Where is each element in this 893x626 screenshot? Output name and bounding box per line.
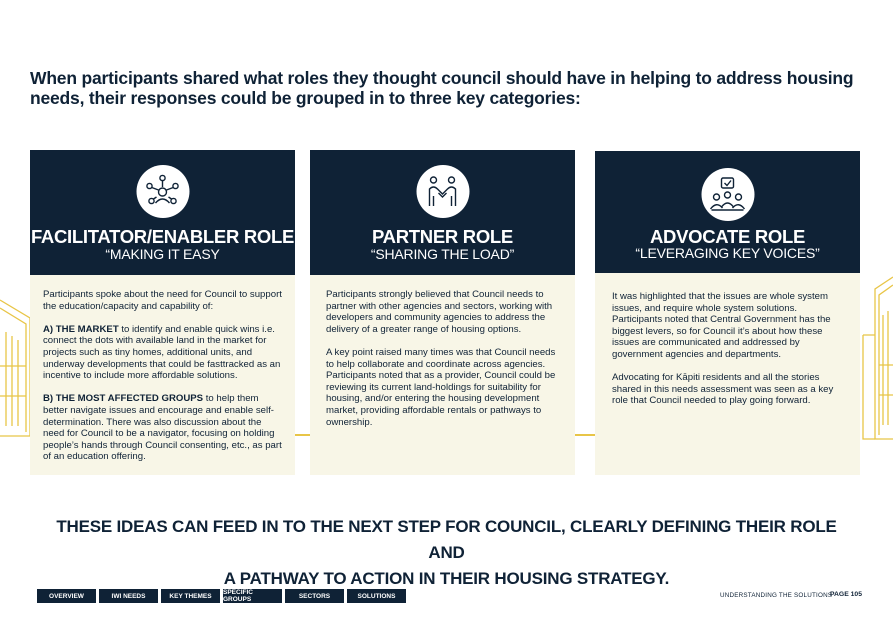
nav-tab-key-themes[interactable]: KEY THEMES (161, 589, 220, 603)
card-paragraph: It was highlighted that the issues are whole system issues, and require whole system solutions. Participants noted that Central Government has the biggest levers, so for Council it’s about how these issues are communicated and addressed by government agencies and departments. (612, 291, 831, 360)
footer-section-label: UNDERSTANDING THE SOLUTIONS (720, 592, 833, 599)
card-paragraph: Participants strongly believed that Council needs to partner with other agencies and sectors, working with developers and community agencies to address the delivery of a greater range of housing options. (326, 289, 553, 335)
advocate-role-card (595, 151, 860, 475)
house-outline-right-decoration (855, 275, 893, 445)
role-subtitle: “LEVERAGING KEY VOICES” (635, 245, 820, 261)
facilitator-role-card (30, 150, 295, 475)
nav-tab-iwi-needs[interactable]: IWI NEEDS (99, 589, 158, 603)
nav-tab-specific-groups[interactable]: SPECIFIC GROUPS (223, 589, 282, 603)
handshake-people-icon (416, 165, 469, 218)
network-people-icon (136, 165, 189, 218)
role-title: ADVOCATE ROLE (649, 226, 806, 247)
group-checkmark-icon (701, 168, 754, 221)
nav-tab-solutions[interactable]: SOLUTIONS (347, 589, 406, 603)
paragraph-lead: B) THE MOST AFFECTED GROUPS (43, 393, 204, 405)
card-body (595, 273, 860, 475)
role-subtitle: “SHARING THE LOAD” (370, 246, 515, 262)
section-nav (37, 589, 406, 603)
connector-line-decoration (295, 434, 310, 436)
paragraph-lead: A) THE MARKET (43, 323, 119, 335)
role-subtitle: “MAKING IT EASY (105, 246, 220, 262)
card-header (30, 150, 295, 275)
paragraph-text: to help them better navigate issues and encourage and enable self-determination. There was also discussion about the need for Council to be a navigator, focusing on holding people’s hands through Council consenting, etc., as part of an education offering. (43, 393, 282, 463)
closing-line: A PATHWAY TO ACTION IN THEIR HOUSING STRATEGY. (223, 569, 670, 588)
card-paragraph (43, 393, 283, 463)
partner-role-card (310, 150, 575, 475)
intro-heading: When participants shared what roles they thought council should have in helping to address housing needs, their responses could be grouped in to three key categories: (30, 68, 854, 108)
connector-line-decoration (575, 434, 595, 436)
card-header (595, 151, 860, 273)
card-paragraph: A key point raised many times was that Council needs to help collaborate and coordinate across agencies. Participants noted that as a provider, Council could be reviewing its current land-holdings for suitability for housing, and/or entering the housing development market, providing affordable rentals or pathways to ownership. (326, 346, 556, 428)
card-paragraph: Participants spoke about the need for Council to support the education/capacity and capability of: (43, 289, 282, 312)
card-body (310, 275, 575, 475)
card-paragraph: Advocating for Kāpiti residents and all the stories shared in this needs assessment was seen as a key role that Council needed to play going forward. (612, 372, 834, 407)
nav-tab-overview[interactable]: OVERVIEW (37, 589, 96, 603)
card-header (310, 150, 575, 275)
page-number: PAGE 105 (830, 591, 862, 598)
card-paragraph (43, 324, 283, 382)
closing-statement (40, 514, 853, 592)
role-title: PARTNER ROLE (372, 226, 513, 247)
nav-tab-sectors[interactable]: SECTORS (285, 589, 344, 603)
paragraph-text: to identify and enable quick wins i.e. connect the dots with available land in the market for projects such as tiny homes, additional units, and underway developments that could be fasttracked as an incentive to include more affordable solutions. (43, 323, 281, 382)
card-body (30, 275, 295, 475)
role-title: FACILITATOR/ENABLER ROLE (30, 226, 295, 247)
closing-line: THESE IDEAS CAN FEED IN TO THE NEXT STEP FOR COUNCIL, CLEARLY DEFINING THEIR ROLE AND (56, 517, 837, 562)
